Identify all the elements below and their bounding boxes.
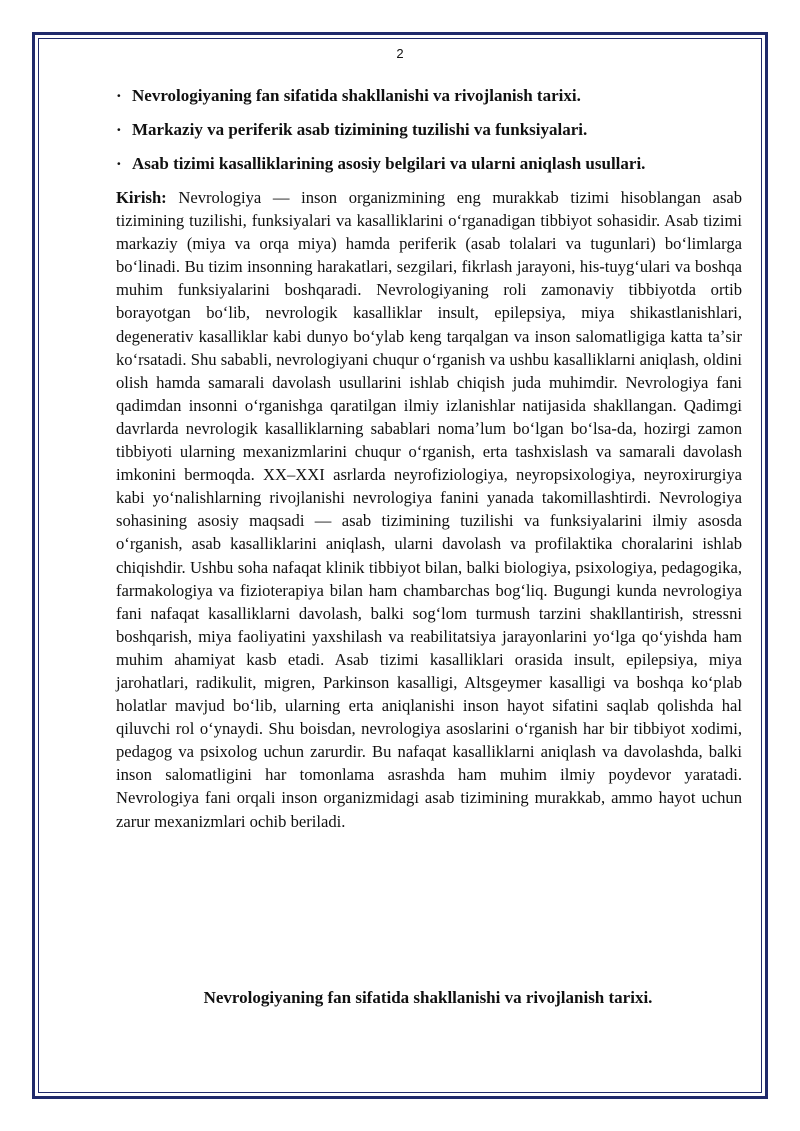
list-item-text: Markaziy va periferik asab tizimining tuzilishi va funksiyalari. bbox=[132, 120, 588, 139]
bullet-marker: · bbox=[116, 154, 122, 173]
list-item-text: Nevrologiyaning fan sifatida shakllanishi va rivojlanish tarixi. bbox=[132, 86, 581, 105]
page-number: 2 bbox=[396, 46, 404, 61]
list-item bbox=[116, 118, 756, 152]
section-heading: Nevrologiyaning fan sifatida shakllanishi va rivojlanish tarixi. bbox=[203, 988, 653, 1007]
intro-text: Nevrologiya — inson organizmining eng murakkab tizimi hisoblangan asab tizimining tuzilishi, funksiyalari va kasalliklarini oʻrganadigan tibbiyot sohasidir. Asab tizimi markaziy (miya va orqa miya) hamda periferik (asab tolalari va tugunlari) boʻlimlarga boʻlinadi. Bu tizim insonning harakatlari, sezgilari, fikrlash jarayoni, his-tuygʻulari va boshqa muhim funksiyalarini boshqaradi. Nevrologiyaning roli zamonaviy tibbiyotda ortib borayotgan boʻlib, nevrologik kasalliklar insult, epilepsiya, miya shikastlanishlari, degenerativ kasalliklar kabi dunyo boʻylab keng tarqalgan va inson salomatligiga katta taʼsir koʻrsatadi. Shu sababli, nevrologiyani chuqur oʻrganish va ushbu kasalliklarni aniqlash, oldini olish hamda samarali davolash usullarini ishlab chiqish juda muhimdir. Nevrologiya fani qadimdan insonni oʻrganishga qaratilgan ilmiy izlanishlar natijasida shakllangan. Qadimgi davrlarda nevrologik kasalliklarning sabablari nomaʼlum boʻlgan boʻlsa-da, hozirgi zamon tibbiyoti ularning mexanizmlarini chuqur oʻrganish, erta tashxislash va samarali davolash imkonini bermoqda. XX–XXI asrlarda neyrofiziologiya, neyropsixologiya, neyroxirurgiya kabi yoʻnalishlarning rivojlanishi nevrologiya fanini yanada takomillashtirdi. Nevrologiya sohasining asosiy maqsadi — asab tizimining tuzilishi va funksiyalarini ilmiy asosda oʻrganish, asab kasalliklarini aniqlash, ularni davolash va profilaktika choralarini ishlab chiqishdir. Ushbu soha nafaqat klinik tibbiyot bilan, balki biologiya, psixologiya, pedagogika, farmakologiya va fizioterapiya bilan ham chambarchas bogʻliq. Bugungi kunda nevrologiya fani nafaqat kasalliklarni davolash, balki sogʻlom turmush tarzini shakllantirish, stressni boshqarish, miya faoliyatini yaxshilash va reabilitatsiya jarayonlarini yoʻlga qoʻyishda ham muhim ahamiyat kasb etadi. Asab tizimi kasalliklari orasida insult, epilepsiya, miya jarohatlari, radikulit, migren, Parkinson kasalligi, Altsgeymer kasalligi va boshqa koʻplab holatlar mavjud boʻlib, ularning erta aniqlanishi inson hayot sifatini saqlab qolishda hal qiluvchi rol oʻynaydi. Shu boisdan, nevrologiya asoslarini oʻrganish har bir tibbiyot xodimi, pedagog va psixolog uchun zarurdir. Bu nafaqat kasalliklarni aniqlash va davolashda, balki inson salomatligini har tomonlama asrashda ham muhim ilmiy poydevor yaratadi. Nevrologiya fani orqali inson organizmidagi asab tizimining murakkab, ammo hayot uchun zarur mexanizmlari ochib beriladi. bbox=[116, 188, 742, 831]
list-item bbox=[116, 84, 756, 118]
intro-label: Kirish: bbox=[116, 188, 167, 207]
topic-list bbox=[116, 84, 756, 186]
bullet-marker: · bbox=[116, 86, 122, 105]
list-item bbox=[116, 152, 756, 186]
bullet-marker: · bbox=[116, 120, 122, 139]
list-item-text: Asab tizimi kasalliklarining asosiy belgilari va ularni aniqlash usullari. bbox=[132, 154, 646, 173]
intro-paragraph bbox=[116, 186, 742, 833]
